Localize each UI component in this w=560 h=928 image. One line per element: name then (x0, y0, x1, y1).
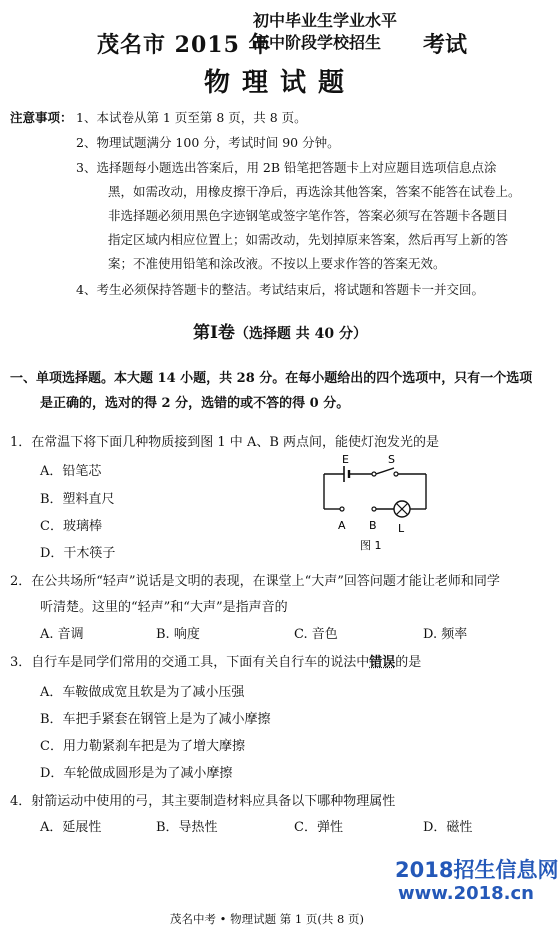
note-item-1: 1、本试卷从第 1 页至第 8 页，共 8 页。 (76, 110, 307, 125)
q1-stem: 1．在常温下将下面几种物质接到图 1 中 A、B 两点间，能使灯泡发光的是 (10, 435, 440, 450)
q3-option-d: D．车轮做成圆形是为了减小摩擦 (40, 766, 233, 781)
q2-option-c: C. 音色 (294, 627, 338, 642)
page-footer: 茂名中考 • 物理试题 第 1 页(共 8 页) (170, 912, 364, 926)
q3-stem-emphasis: 错误 (369, 655, 396, 670)
q2-option-d: D. 频率 (423, 627, 468, 642)
notes-label: 注意事项： (10, 110, 73, 125)
part1-instruction-line2: 是正确的，选对的得 2 分，选错的或不答的得 0 分。 (40, 396, 350, 411)
section-title-main: 第Ⅰ卷 (192, 323, 235, 343)
note-item-3-cont-4: 案；不准使用铅笔和涂改液。不按以上要求作答的答案无效。 (108, 256, 446, 271)
q3-option-c: C．用力勒紧刹车把是为了增大摩擦 (40, 739, 245, 754)
exam-level-stack (253, 10, 397, 54)
q2-stem-line1: 2．在公共场所“轻声”说话是文明的表现，在课堂上“大声”回答问题才能让老师和同学 (10, 574, 500, 589)
section-title-sub: （选择题 共 40 分） (234, 326, 368, 342)
q4-option-a: A．延展性 (40, 820, 102, 835)
note-item-4: 4、考生必须保持答题卡的整洁。考试结束后，将试题和答题卡一并交回。 (76, 282, 484, 297)
q3-option-b: B．车把手紧套在钢管上是为了减小摩擦 (40, 712, 271, 727)
exam-city-year: 茂名市 2015 年 (97, 32, 272, 58)
note-item-2: 2、物理试题满分 100 分，考试时间 90 分钟。 (76, 135, 340, 150)
q3-stem-pre: 3．自行车是同学们常用的交通工具，下面有关自行车的说法中 (10, 655, 370, 670)
label-b: B (369, 519, 377, 532)
q4-stem: 4．射箭运动中使用的弓，其主要制造材料应具备以下哪种物理属性 (10, 794, 396, 809)
note-item-3-cont-3: 指定区域内相应位置上；如需改动，先划掉原来答案，然后再写上新的答 (108, 232, 509, 247)
watermark-site-name: 2018招生信息网 (395, 858, 559, 882)
q2-option-b: B. 响度 (156, 627, 200, 642)
label-e: E (342, 453, 349, 466)
q3-option-a: A．车鞍做成宽且软是为了减小压强 (40, 685, 245, 700)
note-item-3: 3、选择题每小题选出答案后，用 2B 铅笔把答题卡上对应题目选项信息点涂 (76, 160, 497, 175)
label-s: S (388, 453, 395, 466)
paper-title: 物理试题 (203, 68, 356, 98)
q1-option-d: D．干木筷子 (40, 546, 116, 561)
circuit-figure (312, 452, 442, 557)
note-item-3-cont-2: 非选择题必须用黑色字迹钢笔或签字笔作答，答案必须写在答题卡各题目 (108, 208, 509, 223)
label-l: L (398, 522, 405, 535)
q4-option-d: D．磁性 (423, 820, 473, 835)
section-title (0, 318, 560, 343)
battery-symbol (344, 466, 349, 482)
exam-level-line2: 高中阶段学校招生 (253, 33, 382, 52)
label-a: A (338, 519, 346, 532)
terminal-a (340, 507, 344, 511)
q4-option-c: C．弹性 (294, 820, 343, 835)
watermark-url: www.2018.cn (398, 883, 534, 904)
q2-option-a: A. 音调 (40, 627, 84, 642)
q1-option-a: A．铅笔芯 (40, 464, 102, 479)
part1-instruction-line1: 一、单项选择题。本大题 14 小题，共 28 分。在每小题给出的四个选项中，只有一个选项 (10, 371, 533, 386)
q3-stem (10, 651, 421, 670)
q3-stem-post: 的是 (395, 655, 422, 670)
note-item-3-cont-1: 黑，如需改动，用橡皮擦干净后，再选涂其他答案，答案不能答在试卷上。 (108, 184, 521, 199)
exam-word: 考试 (423, 32, 468, 58)
terminal-b (372, 507, 376, 511)
q1-option-b: B．塑料直尺 (40, 492, 115, 507)
lamp-symbol (394, 501, 410, 517)
switch-symbol (372, 468, 398, 476)
q4-option-b: B．导热性 (156, 820, 218, 835)
q1-option-c: C．玻璃棒 (40, 519, 102, 534)
exam-level-line1: 初中毕业生学业水平 (253, 11, 398, 30)
figure-caption: 图 1 (360, 539, 382, 552)
q2-stem-line2: 听清楚。这里的“轻声”和“大声”是指声音的 (40, 600, 288, 615)
